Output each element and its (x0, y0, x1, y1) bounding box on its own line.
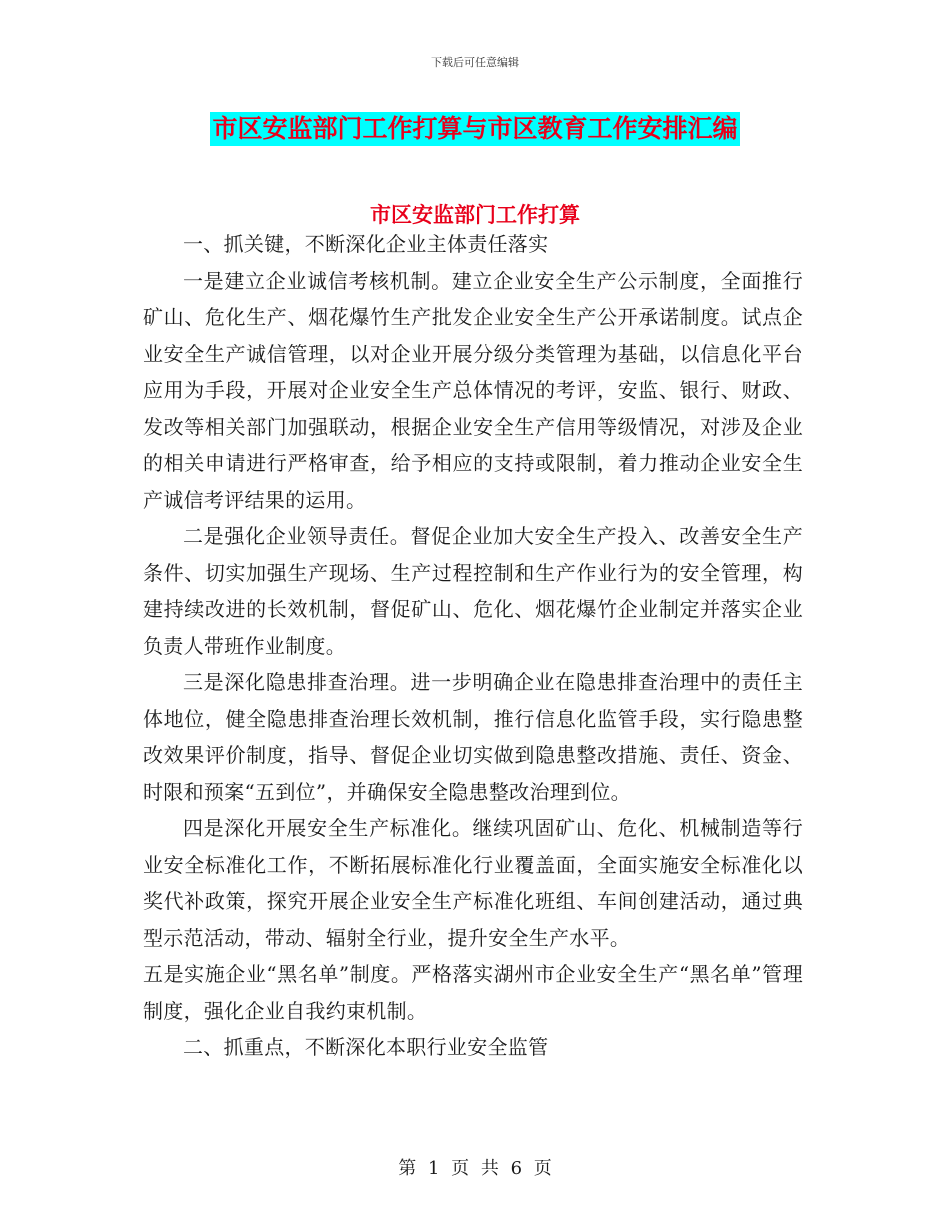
paragraph: 三是深化隐患排查治理。进一步明确企业在隐患排查治理中的责任主体地位，健全隐患排查治理长效机制，推行信息化监管手段，实行隐患整改效果评价制度，指导、督促企业切实做到隐患整改措施、责任、资金、时限和预案“五到位”，并确保安全隐患整改治理到位。 (143, 670, 803, 804)
paragraph: 五是实施企业“黑名单”制度。严格落实湖州市企业安全生产“黑名单”管理制度，强化企业自我约束机制。 (143, 962, 803, 1023)
document-main-title: 市区安监部门工作打算与市区教育工作安排汇编 (210, 112, 739, 146)
main-title-container (0, 112, 950, 146)
paragraph-heading-2: 二、抓重点，不断深化本职行业安全监管 (183, 1035, 549, 1059)
paragraph: 一是建立企业诚信考核机制。建立企业安全生产公示制度，全面推行矿山、危化生产、烟花爆竹生产批发企业安全生产公开承诺制度。试点企业安全生产诚信管理，以对企业开展分级分类管理为基础，以信息化平台应用为手段，开展对企业安全生产总体情况的考评，安监、银行、财政、发改等相关部门加强联动，根据企业安全生产信用等级情况，对涉及企业的相关申请进行严格审查，给予相应的支持或限制，着力推动企业安全生产诚信考评结果的运用。 (143, 268, 803, 512)
paragraph: 四是深化开展安全生产标准化。继续巩固矿山、危化、机械制造等行业安全标准化工作，不断拓展标准化行业覆盖面，全面实施安全标准化以奖代补政策，探究开展企业安全生产标准化班组、车间创建活动，通过典型示范活动，带动、辐射全行业，提升安全生产水平。 (143, 816, 803, 950)
header-note: 下载后可任意编辑 (431, 56, 519, 69)
section-title: 市区安监部门工作打算 (370, 202, 580, 227)
page-number-footer: 第 1 页 共 6 页 (398, 1158, 552, 1179)
document-body (143, 222, 803, 1066)
paragraph-heading-1: 一、抓关键，不断深化企业主体责任落实 (183, 232, 549, 256)
paragraph: 二是强化企业领导责任。督促企业加大安全生产投入、改善安全生产条件、切实加强生产现场、生产过程控制和生产作业行为的安全管理，构建持续改进的长效机制，督促矿山、危化、烟花爆竹企业制定并落实企业负责人带班作业制度。 (143, 524, 803, 658)
